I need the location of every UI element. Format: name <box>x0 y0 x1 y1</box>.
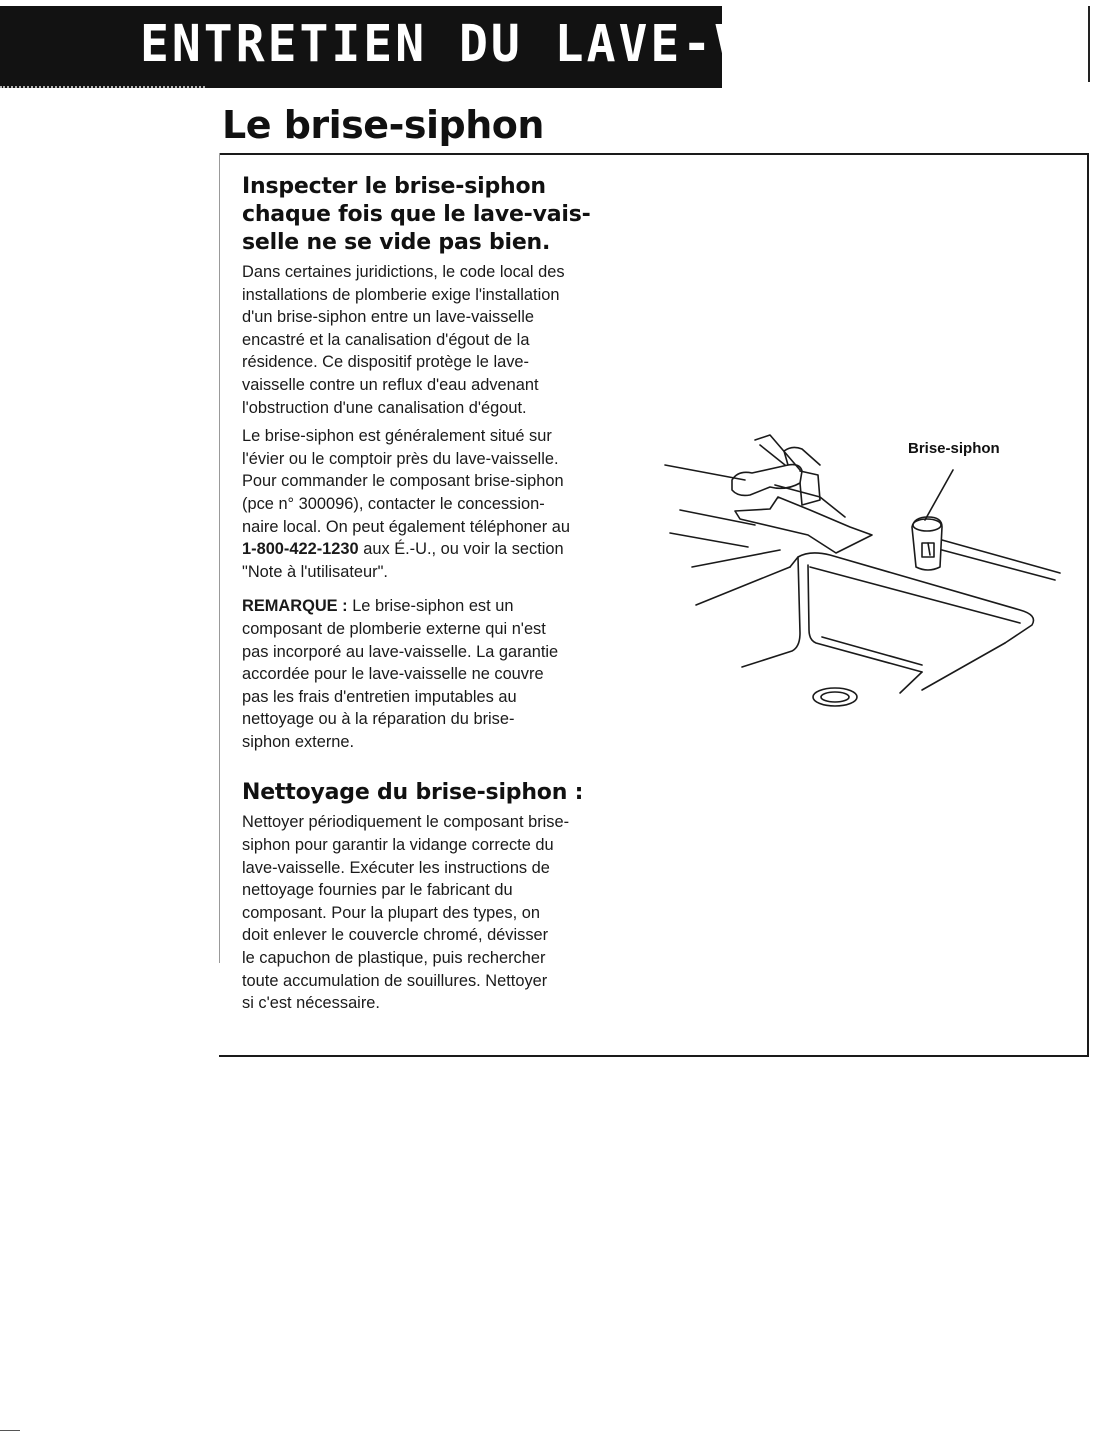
remarque-text: Le brise-siphon est un composant de plomberie externe qui n'est pas incorporé au lave-vaisselle. La garantie accordée pour le lave-vaisselle ne couvre pas les frais d'entretien imputables au nettoyage ou à la réparation du brise- siphon externe. <box>242 597 559 751</box>
location-paragraph <box>242 425 652 583</box>
cleaning-paragraph: Nettoyer périodiquement le composant brise- siphon pour garantir la vidange correcte du lave-vaisselle. Exécuter les instructions de nettoyage fournies par le fabricant du composant. Pour la plupart des types, on doit enlever le couvercle chromé, dévisser le capuchon de plastique, puis rechercher toute accumulation de souillures. Nettoyer si c'est nécessaire. <box>242 813 570 1013</box>
remarque-label: REMARQUE : <box>242 597 348 616</box>
location-text: Le brise-siphon est généralement situé sur l'évier ou le comptoir près du lave-vaisselle. Pour commander le composant brise-siphon (pce n° 300096), contacter le concession- naire local. On peut également téléphoner au <box>242 427 571 536</box>
cleaning-heading: Nettoyage du brise-siphon : <box>242 780 584 806</box>
sink-air-gap-illustration <box>660 425 1070 725</box>
header-dotted-rule <box>0 86 205 88</box>
air-gap-callout-label: Brise-siphon <box>908 440 1000 457</box>
page-edge-line <box>1088 6 1090 82</box>
page-corner-mark <box>0 1430 20 1431</box>
intro-paragraph: Dans certaines juridictions, le code local des installations de plomberie exige l'installation d'un brise-siphon entre un lave-vaisselle encastré et la canalisation d'égout de la résidence. Ce dispositif protège le lave- vaisselle contre un reflux d'eau advenant l'obstruction d'une canalisation d'égout. <box>242 263 565 417</box>
text-column <box>242 173 652 1015</box>
content-frame-left-edge <box>219 153 220 963</box>
remarque-paragraph <box>242 595 652 753</box>
location-text-end: aux É.-U., ou voir la section "Note à l'utilisateur". <box>242 540 564 581</box>
inspect-heading: Inspecter le brise-siphon chaque fois que le lave-vais- selle ne se vide pas bien. <box>242 174 591 255</box>
phone-number: 1-800-422-1230 <box>242 540 359 559</box>
page-title: Le brise-siphon <box>222 103 544 147</box>
section-header-title: ENTRETIEN DU LAVE-VAISSELLE <box>140 14 1002 74</box>
